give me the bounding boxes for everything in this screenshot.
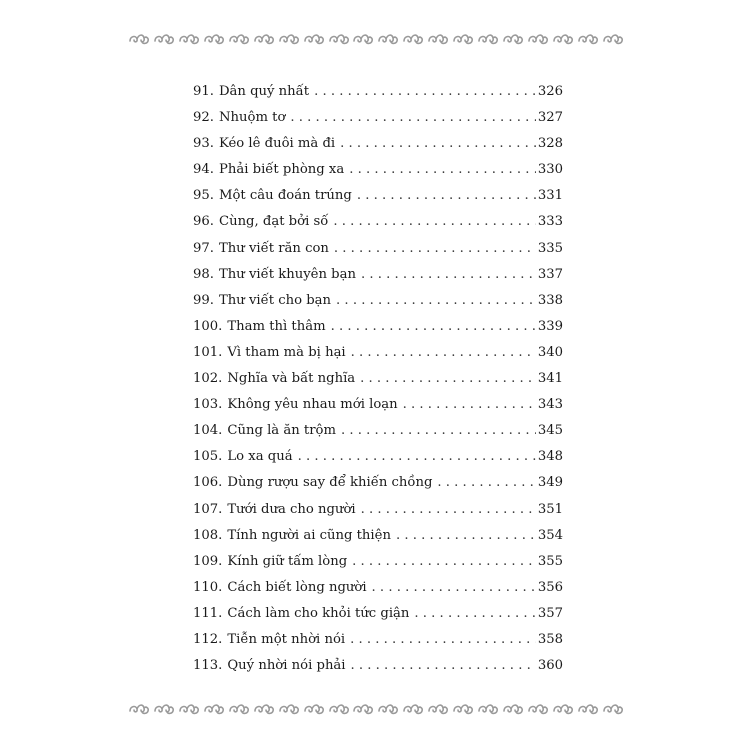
scroll-ornament-icon bbox=[278, 702, 300, 716]
scroll-ornament-icon bbox=[203, 702, 225, 716]
scroll-ornament-icon bbox=[203, 32, 225, 46]
dot-leader bbox=[414, 601, 535, 627]
dot-leader bbox=[361, 497, 536, 523]
scroll-ornament-icon bbox=[128, 702, 150, 716]
toc-entry-title: Phải biết phòng xa bbox=[218, 162, 345, 178]
toc-entry-title: Cách biết lòng người bbox=[227, 579, 367, 595]
toc-entry-title: Cùng, đạt bởi số bbox=[218, 214, 329, 230]
scroll-ornament-icon bbox=[502, 32, 524, 46]
toc-entry-number: 113. bbox=[193, 658, 223, 674]
toc-entry-title: Lo xa quá bbox=[227, 449, 293, 465]
toc-entry-title: Thư viết cho bạn bbox=[218, 292, 332, 308]
dot-leader bbox=[336, 288, 536, 314]
scroll-ornament-icon bbox=[228, 32, 250, 46]
toc-entry-title: Dân quý nhất bbox=[218, 84, 310, 99]
toc-entry-number: 96. bbox=[193, 214, 214, 230]
toc-entry-title: Tiễn một nhời nói bbox=[227, 631, 346, 647]
toc-entry-page-number: 335 bbox=[537, 240, 563, 256]
toc-entry-number: 100. bbox=[193, 318, 223, 334]
toc-entry bbox=[193, 157, 563, 183]
dot-leader bbox=[314, 79, 536, 105]
toc-entry-title: Vì tham mà bị hại bbox=[227, 344, 346, 360]
scroll-ornament-icon bbox=[527, 702, 549, 716]
toc-entry-title: Cách làm cho khỏi tức giận bbox=[227, 605, 410, 621]
dot-leader bbox=[352, 549, 536, 575]
toc-entry bbox=[193, 340, 563, 366]
toc-entry-title: Cũng là ăn trộm bbox=[227, 423, 336, 439]
dot-leader bbox=[334, 236, 536, 262]
scroll-ornament-icon bbox=[328, 702, 350, 716]
bottom-ornament-border bbox=[128, 701, 624, 717]
toc-entry-number: 102. bbox=[193, 371, 223, 387]
toc-entry-title: Quý nhời nói phải bbox=[227, 658, 346, 674]
table-of-contents bbox=[193, 79, 563, 679]
toc-entry-number: 99. bbox=[193, 292, 214, 308]
toc-entry-title: Tham thì thâm bbox=[227, 318, 326, 334]
toc-entry-page-number: 326 bbox=[537, 84, 563, 99]
dot-leader bbox=[372, 575, 536, 601]
scroll-ornament-icon bbox=[577, 32, 599, 46]
dot-leader bbox=[349, 157, 536, 183]
toc-entry-number: 109. bbox=[193, 553, 223, 569]
scroll-ornament-icon bbox=[527, 32, 549, 46]
toc-entry-page-number: 357 bbox=[537, 605, 563, 621]
toc-entry-page-number: 345 bbox=[537, 423, 563, 439]
scroll-ornament-icon bbox=[552, 702, 574, 716]
scroll-ornament-icon bbox=[178, 32, 200, 46]
toc-entry-number: 98. bbox=[193, 266, 214, 282]
toc-entry-number: 106. bbox=[193, 475, 223, 491]
toc-entry-title: Không yêu nhau mới loạn bbox=[227, 397, 398, 413]
scroll-ornament-icon bbox=[602, 32, 624, 46]
toc-entry-page-number: 338 bbox=[537, 292, 563, 308]
toc-entry-page-number: 341 bbox=[537, 371, 563, 387]
scroll-ornament-icon bbox=[427, 32, 449, 46]
toc-entry-number: 107. bbox=[193, 501, 223, 517]
scroll-ornament-icon bbox=[477, 32, 499, 46]
scroll-ornament-icon bbox=[452, 32, 474, 46]
toc-entry-number: 104. bbox=[193, 423, 223, 439]
toc-entry-page-number: 340 bbox=[537, 344, 563, 360]
scroll-ornament-icon bbox=[328, 32, 350, 46]
toc-entry bbox=[193, 627, 563, 653]
toc-entry-page-number: 354 bbox=[537, 527, 563, 543]
toc-entry bbox=[193, 79, 563, 105]
dot-leader bbox=[437, 470, 535, 496]
toc-entry-number: 105. bbox=[193, 449, 223, 465]
dot-leader bbox=[341, 418, 536, 444]
toc-entry-title: Tính người ai cũng thiện bbox=[227, 527, 391, 543]
toc-entry bbox=[193, 131, 563, 157]
toc-entry-number: 108. bbox=[193, 527, 223, 543]
toc-entry bbox=[193, 653, 563, 679]
scroll-ornament-icon bbox=[352, 702, 374, 716]
dot-leader bbox=[357, 183, 536, 209]
dot-leader bbox=[360, 366, 536, 392]
dot-leader bbox=[351, 653, 536, 679]
toc-entry-page-number: 337 bbox=[537, 266, 563, 282]
toc-entry-page-number: 331 bbox=[537, 188, 563, 204]
toc-entry-page-number: 360 bbox=[537, 658, 563, 674]
scroll-ornament-icon bbox=[352, 32, 374, 46]
toc-entry-page-number: 355 bbox=[537, 553, 563, 569]
scroll-ornament-icon bbox=[502, 702, 524, 716]
toc-entry-title: Nhuộm tơ bbox=[218, 110, 286, 126]
scroll-ornament-icon bbox=[577, 702, 599, 716]
scroll-ornament-icon bbox=[452, 702, 474, 716]
toc-entry-number: 97. bbox=[193, 240, 214, 256]
toc-entry-page-number: 328 bbox=[537, 136, 563, 152]
toc-entry bbox=[193, 314, 563, 340]
toc-entry-page-number: 339 bbox=[537, 318, 563, 334]
dot-leader bbox=[298, 444, 536, 470]
toc-entry-title: Tưới dưa cho người bbox=[227, 501, 356, 517]
dot-leader bbox=[333, 209, 536, 235]
scroll-ornament-icon bbox=[402, 702, 424, 716]
toc-entry bbox=[193, 575, 563, 601]
toc-entry-page-number: 343 bbox=[537, 397, 563, 413]
toc-entry-number: 91. bbox=[193, 84, 214, 99]
toc-entry bbox=[193, 470, 563, 496]
toc-entry bbox=[193, 549, 563, 575]
toc-entry bbox=[193, 444, 563, 470]
toc-entry bbox=[193, 288, 563, 314]
top-ornament-border bbox=[128, 31, 624, 47]
toc-entry-number: 110. bbox=[193, 579, 223, 595]
toc-entry bbox=[193, 105, 563, 131]
toc-entry-page-number: 351 bbox=[537, 501, 563, 517]
toc-entry-number: 101. bbox=[193, 344, 223, 360]
scroll-ornament-icon bbox=[427, 702, 449, 716]
toc-entry-number: 94. bbox=[193, 162, 214, 178]
toc-entry-page-number: 349 bbox=[537, 475, 563, 491]
dot-leader bbox=[340, 131, 536, 157]
scroll-ornament-icon bbox=[377, 32, 399, 46]
toc-entry bbox=[193, 236, 563, 262]
toc-entry-page-number: 356 bbox=[537, 579, 563, 595]
dot-leader bbox=[350, 627, 536, 653]
toc-entry-title: Nghĩa và bất nghĩa bbox=[227, 371, 356, 387]
toc-entry bbox=[193, 209, 563, 235]
scroll-ornament-icon bbox=[253, 32, 275, 46]
toc-entry-number: 92. bbox=[193, 110, 214, 126]
toc-entry-page-number: 348 bbox=[537, 449, 563, 465]
scroll-ornament-icon bbox=[303, 32, 325, 46]
dot-leader bbox=[331, 314, 536, 340]
scroll-ornament-icon bbox=[253, 702, 275, 716]
scroll-ornament-icon bbox=[153, 702, 175, 716]
toc-entry-number: 95. bbox=[193, 188, 214, 204]
toc-entry-title: Thư viết răn con bbox=[218, 240, 329, 256]
dot-leader bbox=[403, 392, 536, 418]
toc-entry bbox=[193, 523, 563, 549]
dot-leader bbox=[290, 105, 535, 131]
scroll-ornament-icon bbox=[552, 32, 574, 46]
toc-entry-number: 111. bbox=[193, 605, 223, 621]
scroll-ornament-icon bbox=[128, 32, 150, 46]
toc-entry bbox=[193, 183, 563, 209]
scroll-ornament-icon bbox=[477, 702, 499, 716]
scroll-ornament-icon bbox=[402, 32, 424, 46]
toc-entry-title: Dùng rượu say để khiến chồng bbox=[227, 475, 433, 491]
toc-entry bbox=[193, 262, 563, 288]
toc-entry-title: Một câu đoán trúng bbox=[218, 188, 352, 204]
toc-entry-page-number: 327 bbox=[537, 110, 563, 126]
toc-entry bbox=[193, 366, 563, 392]
toc-entry-page-number: 358 bbox=[537, 631, 563, 647]
scroll-ornament-icon bbox=[377, 702, 399, 716]
scroll-ornament-icon bbox=[278, 32, 300, 46]
toc-entry-number: 93. bbox=[193, 136, 214, 152]
scroll-ornament-icon bbox=[153, 32, 175, 46]
toc-entry-page-number: 333 bbox=[537, 214, 563, 230]
toc-entry bbox=[193, 392, 563, 418]
toc-entry-title: Kính giữ tấm lòng bbox=[227, 553, 348, 569]
dot-leader bbox=[351, 340, 536, 366]
dot-leader bbox=[361, 262, 536, 288]
scroll-ornament-icon bbox=[602, 702, 624, 716]
scroll-ornament-icon bbox=[178, 702, 200, 716]
toc-entry bbox=[193, 601, 563, 627]
toc-entry bbox=[193, 497, 563, 523]
toc-entry-number: 103. bbox=[193, 397, 223, 413]
toc-entry-page-number: 330 bbox=[537, 162, 563, 178]
toc-entry-title: Kéo lê đuôi mà đi bbox=[218, 136, 336, 152]
toc-entry bbox=[193, 418, 563, 444]
toc-entry-title: Thư viết khuyên bạn bbox=[218, 266, 356, 282]
scroll-ornament-icon bbox=[303, 702, 325, 716]
toc-entry-number: 112. bbox=[193, 631, 223, 647]
dot-leader bbox=[396, 523, 536, 549]
scroll-ornament-icon bbox=[228, 702, 250, 716]
